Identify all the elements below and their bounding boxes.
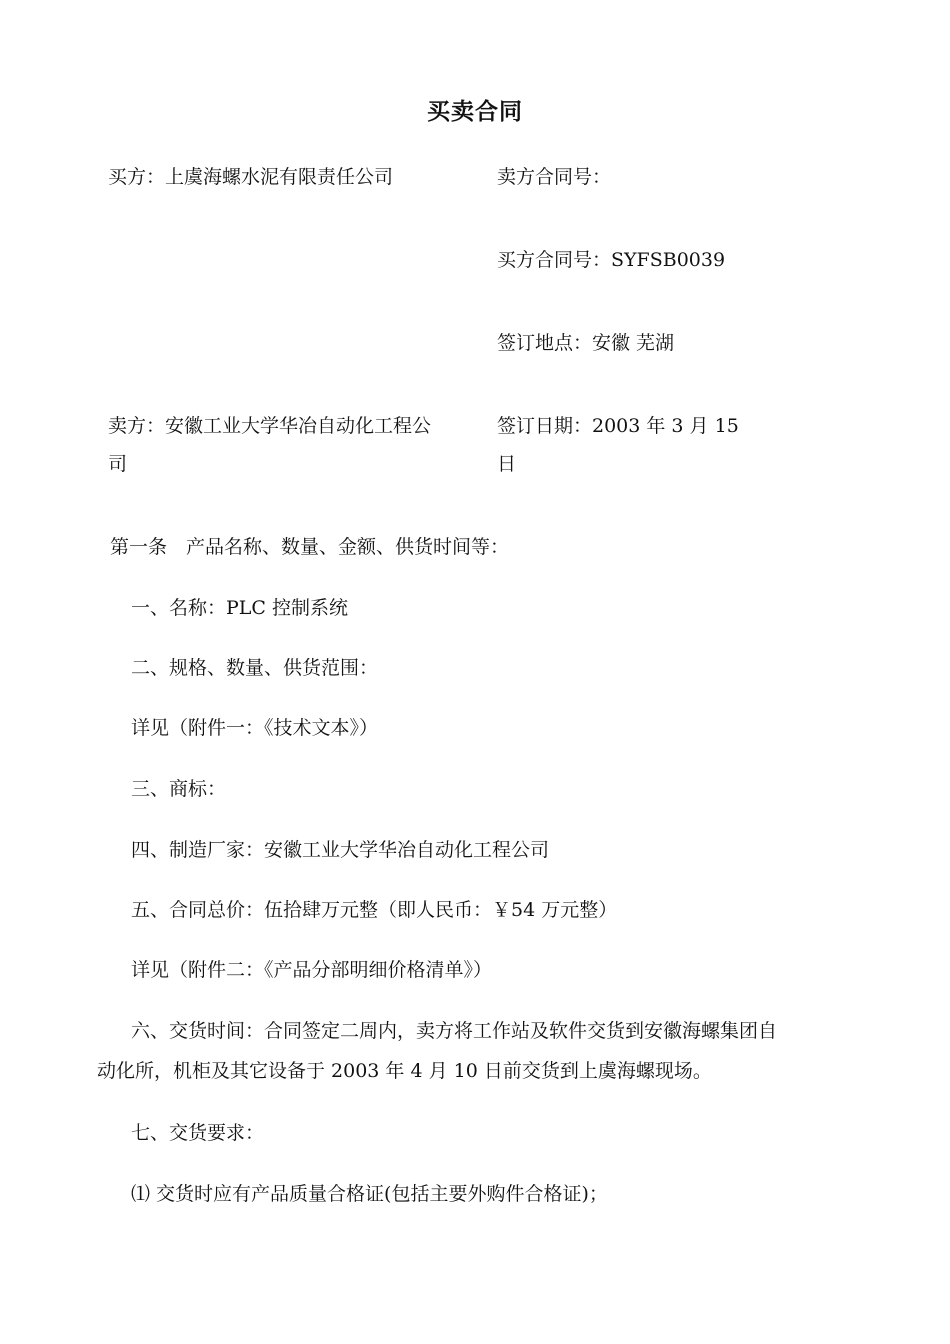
sign-place: 签订地点：安徽 芜湖 [497, 332, 675, 354]
article-1-heading: 第一条 产品名称、数量、金额、供货时间等： [110, 536, 510, 558]
sign-date-line-1: 签订日期：2003 年 3 月 15 [497, 415, 739, 437]
delivery-time-line-2: 动化所，机柜及其它设备于 2003 年 4 月 10 日前交货到上虞海螺现场。 [97, 1060, 712, 1082]
item-manufacturer: 四、制造厂家：安徽工业大学华冶自动化工程公司 [131, 839, 550, 861]
seller-line-2: 司 [108, 453, 128, 475]
item-spec-detail: 详见（附件一：《技术文本》） [131, 717, 379, 739]
buyer-line: 买方：上虞海螺水泥有限责任公司 [108, 166, 394, 188]
item-name: 一、名称：PLC 控制系统 [131, 597, 348, 619]
delivery-time-line-1: 六、交货时间：合同签定二周内，卖方将工作站及软件交货到安徽海螺集团自 [131, 1020, 778, 1042]
seller-contract-no: 卖方合同号： [497, 166, 612, 188]
delivery-requirements: 七、交货要求： [131, 1122, 265, 1144]
item-trademark: 三、商标： [131, 778, 227, 800]
seller-line-1: 卖方：安徽工业大学华冶自动化工程公 [108, 415, 432, 437]
item-price-detail: 详见（附件二：《产品分部明细价格清单》） [131, 959, 493, 981]
item-spec: 二、规格、数量、供货范围： [131, 657, 379, 679]
requirement-1: ⑴ 交货时应有产品质量合格证(包括主要外购件合格证)； [131, 1183, 608, 1205]
item-total-price: 五、合同总价：伍拾肆万元整（即人民币：￥54 万元整） [131, 899, 618, 921]
sign-date-line-2: 日 [497, 453, 517, 475]
buyer-contract-no: 买方合同号：SYFSB0039 [497, 249, 726, 271]
document-title: 买卖合同 [427, 99, 523, 125]
